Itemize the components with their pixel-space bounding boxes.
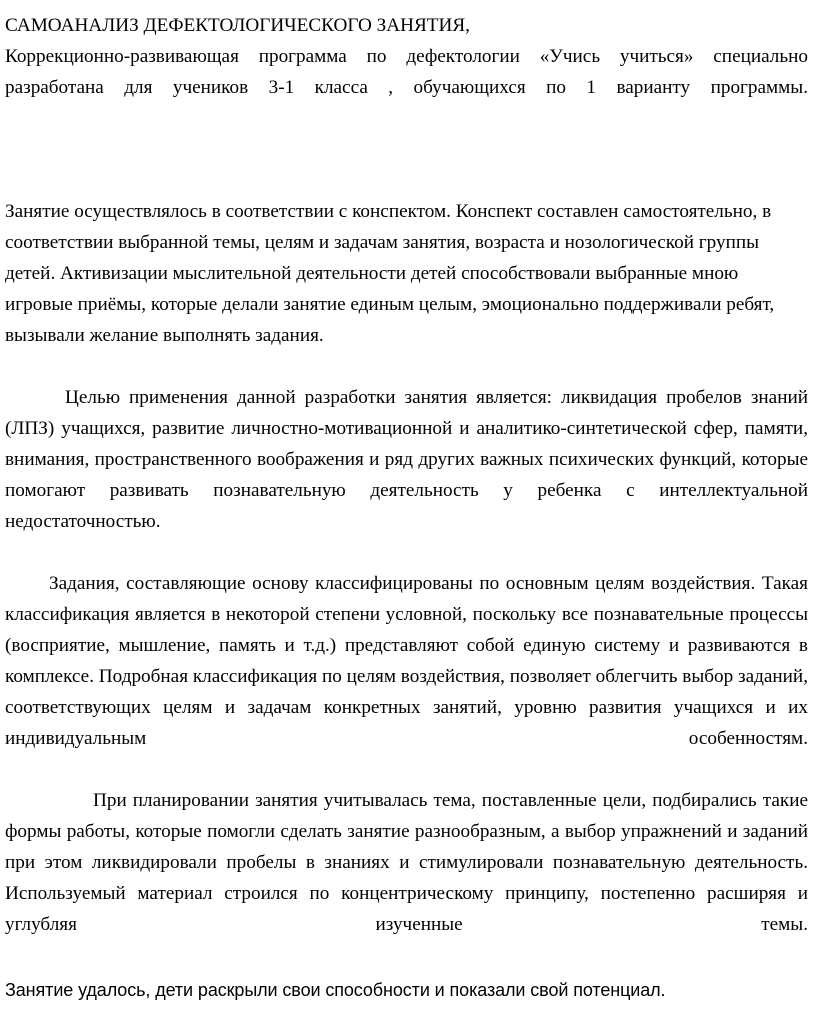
document-heading: САМОАНАЛИЗ ДЕФЕКТОЛОГИЧЕСКОГО ЗАНЯТИЯ,: [5, 15, 470, 36]
paragraph-task-classification: Задания, составляющие основу классифицированы по основным целям воздействия. Такая классификация является в некоторой степени условной, поскольку все познавательные процессы (восприятие, мышление, память и т.д.) представляют собой единую систему и развиваются в комплексе. Подробная классификация по целям воздействия, позволяет облегчить выбор заданий, соответствующих целям и задачам конкретных занятий, уровню развития учащихся и их индивидуальным особенностям.: [5, 573, 808, 749]
paragraph-lesson-conformity: Занятие осуществлялось в соответствии с конспектом. Конспект составлен самостоятельно, в соответствии выбранной темы, целям и задачам занятия, возраста и нозологической группы детей. Активизации мыслительной деятельности детей способствовали выбранные мною игровые приёмы, которые делали занятие единым целым, эмоционально поддерживали ребят, вызывали желание выполнять задания.: [5, 201, 775, 346]
title-block: [5, 10, 808, 134]
paragraph-purpose: Целью применения данной разработки занятия является: ликвидация пробелов знаний (ЛПЗ) учащихся, развитие личностно-мотивационной и аналитико-синтетической сфер, памяти, внимания, пространственного воображения и ряд других важных психических функций, которые помогают развивать познавательную деятельность у ребенка с интеллектуальной недостаточностью.: [5, 387, 808, 532]
spacer-after-title: [5, 134, 808, 196]
paragraph-lesson-planning: При планировании занятия учитывалась тема, поставленные цели, подбирались такие формы работы, которые помогли сделать занятие разнообразным, а выбор упражнений и заданий при этом ликвидировали пробелы в знаниях и стимулировали познавательную деятельность. Используемый материал строился по концентрическому принципу, постепенно расширяя и углубляя изученные темы.: [5, 790, 808, 935]
spacer-before-purpose: [5, 351, 808, 382]
document-body: [5, 10, 808, 1009]
paragraph-conclusion: Занятие удалось, дети раскрыли свои способности и показали свой потенциал.: [5, 980, 666, 1000]
document-subtitle: Коррекционно-развивающая программа по дефектологии «Учись учиться» специально разработана для учеников 3-1 класса , обучающихся по 1 варианту программы.: [5, 46, 808, 98]
